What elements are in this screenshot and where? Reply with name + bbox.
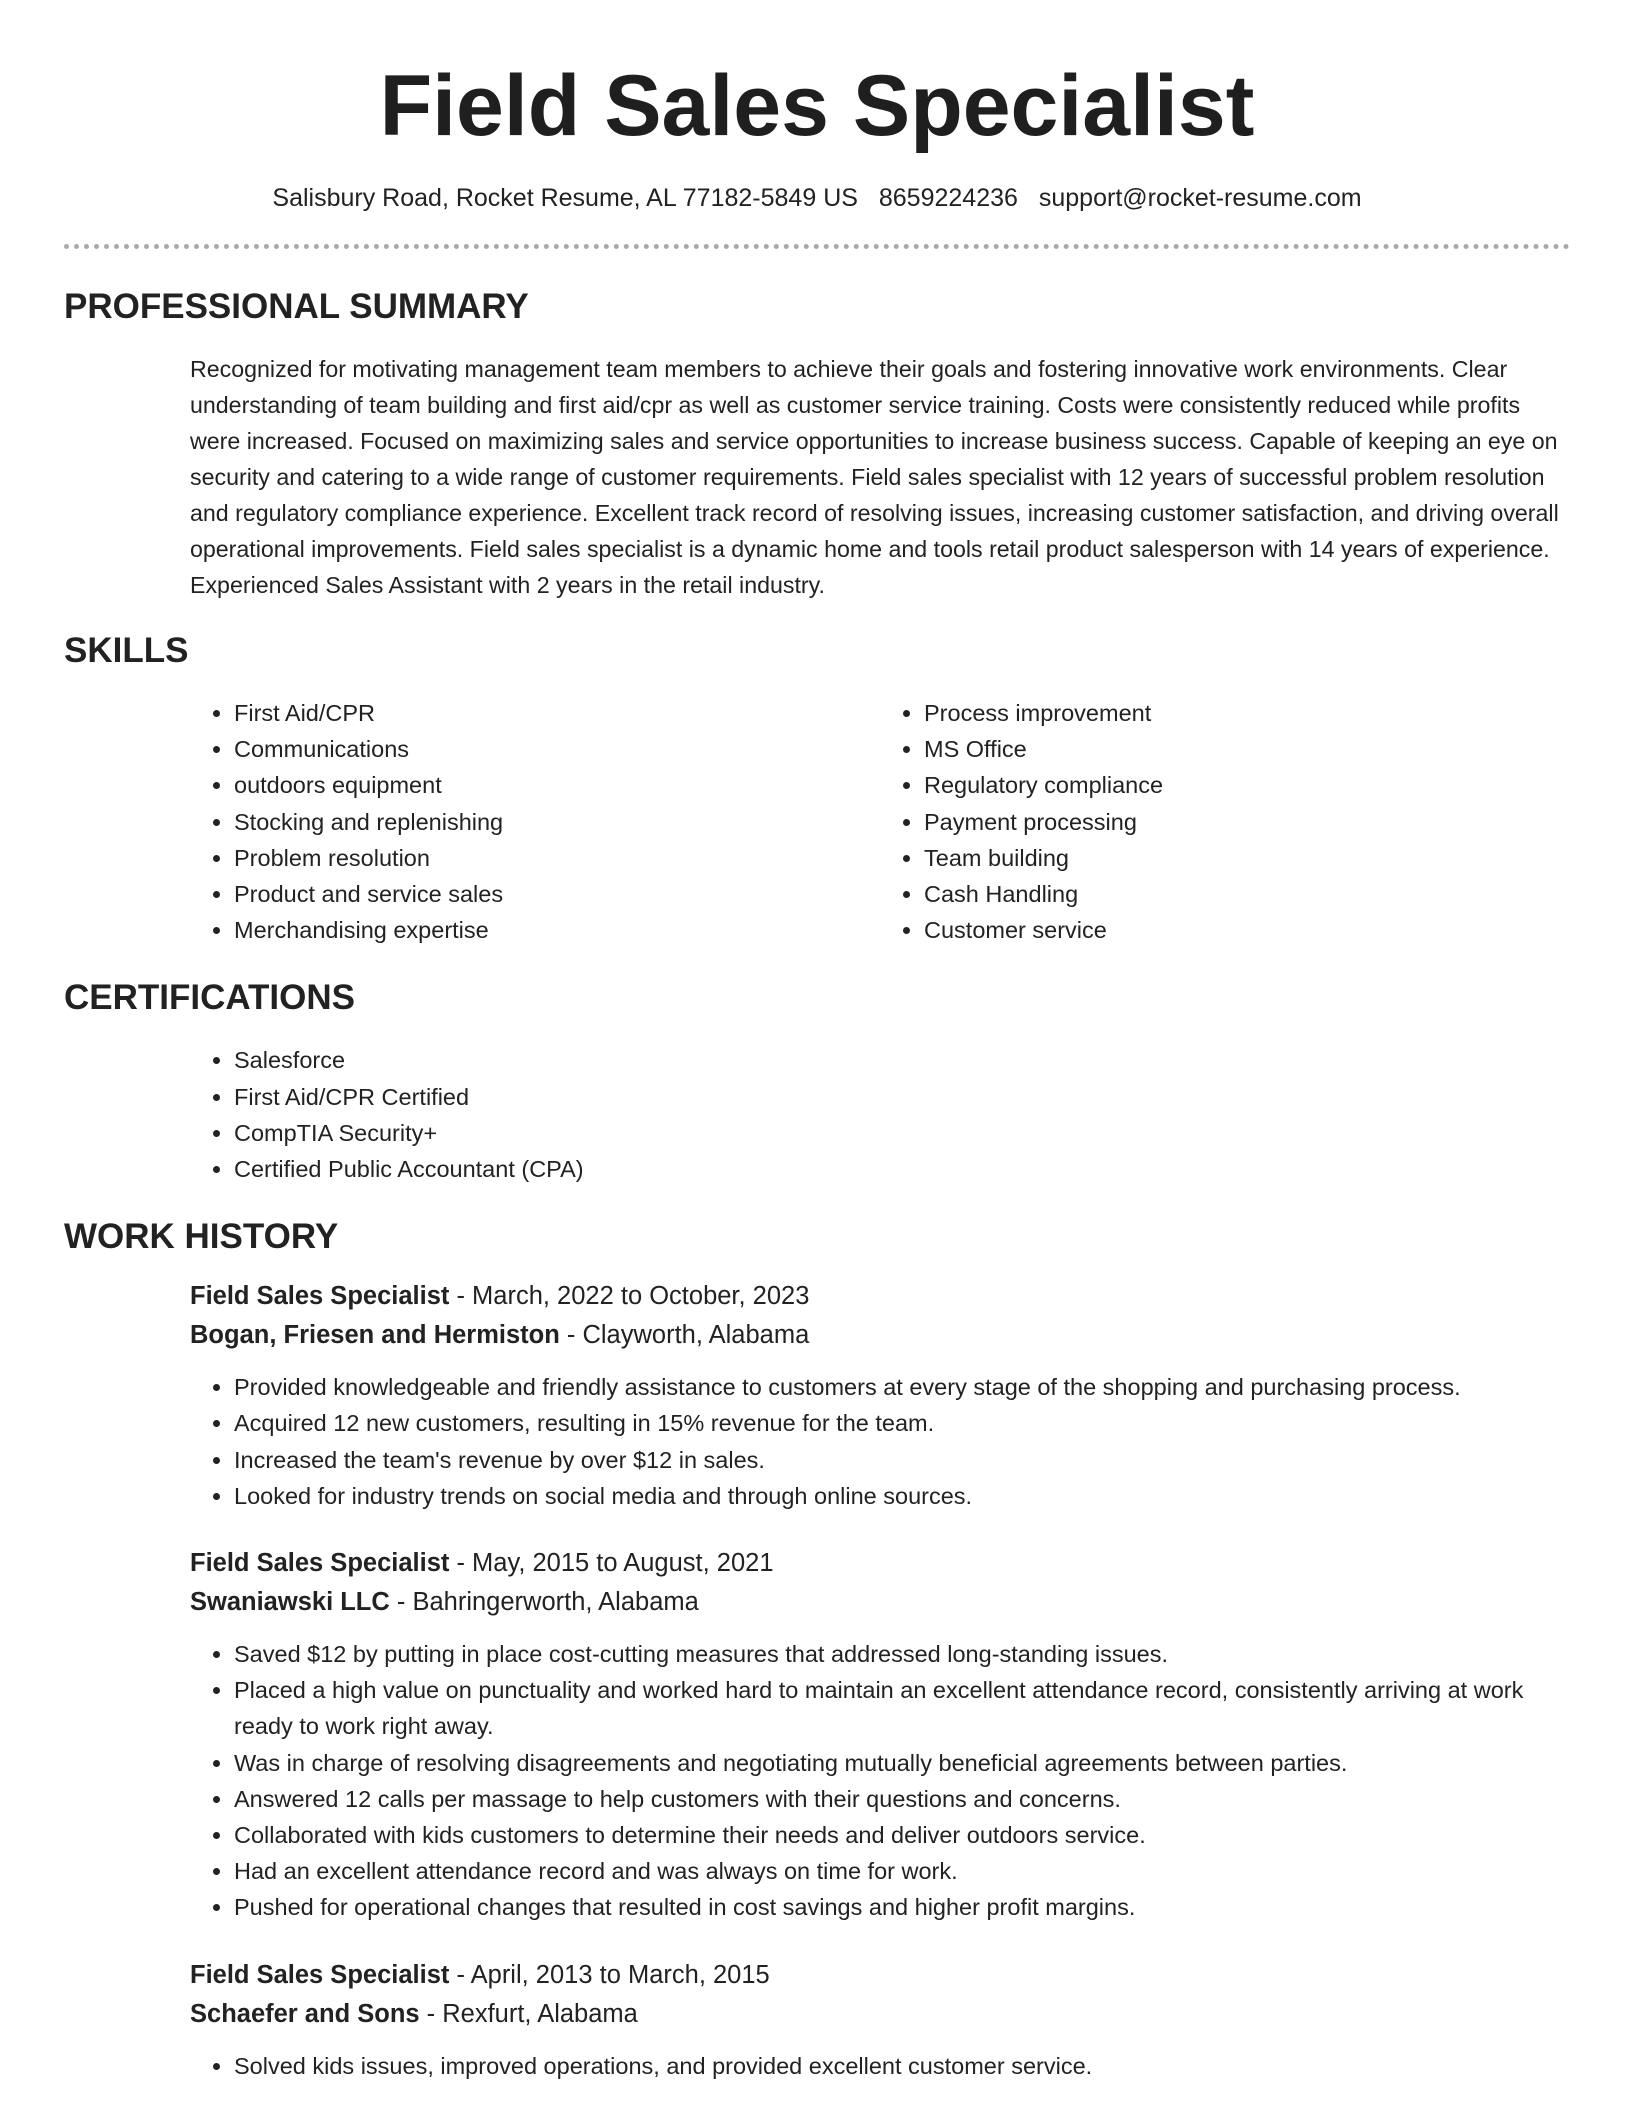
header-divider	[64, 244, 1570, 249]
job-location: - Rexfurt, Alabama	[419, 1999, 638, 2028]
job-bullet: • Solved kids issues, improved operations, and provided excellent customer service.	[234, 2048, 1570, 2084]
job-dates: - March, 2022 to October, 2023	[449, 1282, 810, 1311]
job-company: Schaefer and Sons	[190, 1999, 420, 2028]
skill-item: • Process improvement	[924, 695, 1570, 731]
job-bullet-list	[190, 1636, 1570, 1926]
certification-item: • First Aid/CPR Certified	[234, 1079, 1570, 1115]
summary-text: Recognized for motivating management team members to achieve their goals and fostering innovative work environments. Clear understanding of team building and first aid/cpr as well as customer service training. Costs were consistently reduced while profits were increased. Focused on maximizing sales and service opportunities to increase business success. Capable of keeping an eye on security and catering to a wide range of customer requirements. Field sales specialist with 12 years of successful problem resolution and regulatory compliance experience. Excellent track record of resolving issues, increasing customer satisfaction, and driving overall operational improvements. Field sales specialist is a dynamic home and tools retail product salesperson with 14 years of experience. Experienced Sales Assistant with 2 years in the retail industry.	[190, 356, 1559, 598]
candidate-name: Field Sales Specialist	[379, 58, 1255, 154]
job-bullet: • Placed a high value on punctuality and worked hard to maintain an excellent attendance record, consistently arriving at work ready to work right away.	[234, 1672, 1570, 1744]
job-dates: - May, 2015 to August, 2021	[449, 1549, 774, 1578]
job-bullet: • Was in charge of resolving disagreements and negotiating mutually beneficial agreements between parties.	[234, 1745, 1570, 1781]
contact-email: support@rocket-resume.com	[1038, 184, 1362, 212]
resume-page	[64, 0, 1570, 2084]
job-role: Field Sales Specialist	[190, 1960, 450, 1989]
work-history-title: WORK HISTORY	[64, 1217, 339, 1257]
skill-item: • Team building	[924, 840, 1570, 876]
skill-item: • Communications	[234, 731, 880, 767]
skill-item: • Product and service sales	[234, 876, 880, 912]
skill-item: • Cash Handling	[924, 876, 1570, 912]
job-company-line	[190, 1995, 1570, 2034]
certification-item: • CompTIA Security+	[234, 1115, 1570, 1151]
job-bullet: • Acquired 12 new customers, resulting in 15% revenue for the team.	[234, 1405, 1570, 1441]
certifications-section	[64, 978, 1570, 1187]
job-bullet: • Provided knowledgeable and friendly assistance to customers at every stage of the shopping and purchasing process.	[234, 1369, 1570, 1405]
certifications-title: CERTIFICATIONS	[64, 978, 356, 1018]
skill-item: • Regulatory compliance	[924, 767, 1570, 803]
skills-grid	[190, 695, 1570, 948]
skill-item: • outdoors equipment	[234, 767, 880, 803]
job-role: Field Sales Specialist	[190, 1549, 450, 1578]
skill-item: • MS Office	[924, 731, 1570, 767]
job-role: Field Sales Specialist	[190, 1282, 450, 1311]
contact-line	[64, 182, 1570, 214]
job-bullet: • Increased the team's revenue by over $12 in sales.	[234, 1442, 1570, 1478]
job-company: Swaniawski LLC	[190, 1588, 390, 1617]
skill-item: • Merchandising expertise	[234, 912, 880, 948]
certifications-list	[190, 1042, 1570, 1187]
job-title-line	[190, 1544, 1570, 1583]
work-history-section	[64, 1217, 1570, 2084]
job-bullet: • Collaborated with kids customers to determine their needs and deliver outdoors service.	[234, 1817, 1570, 1853]
skills-list-left	[190, 695, 880, 948]
summary-title: PROFESSIONAL SUMMARY	[64, 287, 529, 326]
job-location: - Clayworth, Alabama	[559, 1321, 810, 1350]
job-dates: - April, 2013 to March, 2015	[449, 1960, 770, 1989]
job-bullet: • Pushed for operational changes that resulted in cost savings and higher profit margins.	[234, 1889, 1570, 1925]
job-bullet: • Had an excellent attendance record and was always on time for work.	[234, 1853, 1570, 1889]
skills-section	[64, 631, 1570, 948]
job-entry	[190, 1544, 1570, 1926]
job-bullet-list	[190, 2048, 1570, 2084]
certification-item: • Salesforce	[234, 1042, 1570, 1078]
job-bullet: • Answered 12 calls per massage to help customers with their questions and concerns.	[234, 1781, 1570, 1817]
skill-item: • Payment processing	[924, 804, 1570, 840]
job-title-line	[190, 1956, 1570, 1995]
job-entry	[190, 1956, 1570, 2084]
skills-title: SKILLS	[64, 631, 189, 670]
skill-item: • Problem resolution	[234, 840, 880, 876]
job-bullet-list	[190, 1369, 1570, 1514]
summary-section	[64, 287, 1570, 603]
certification-item: • Certified Public Accountant (CPA)	[234, 1151, 1570, 1187]
job-entry	[190, 1277, 1570, 1514]
skills-list-right	[880, 695, 1570, 948]
skill-item: • Stocking and replenishing	[234, 804, 880, 840]
job-bullet: • Saved $12 by putting in place cost-cutting measures that addressed long-standing issues.	[234, 1636, 1570, 1672]
job-company-line	[190, 1583, 1570, 1622]
job-title-line	[190, 1277, 1570, 1316]
contact-address: Salisbury Road, Rocket Resume, AL 77182-5849 US	[272, 184, 858, 212]
skill-item: • First Aid/CPR	[234, 695, 880, 731]
job-company-line	[190, 1316, 1570, 1355]
contact-phone: 8659224236	[878, 184, 1018, 212]
job-company: Bogan, Friesen and Hermiston	[190, 1321, 560, 1350]
job-bullet: • Looked for industry trends on social media and through online sources.	[234, 1478, 1570, 1514]
job-location: - Bahringerworth, Alabama	[389, 1588, 699, 1617]
skill-item: • Customer service	[924, 912, 1570, 948]
